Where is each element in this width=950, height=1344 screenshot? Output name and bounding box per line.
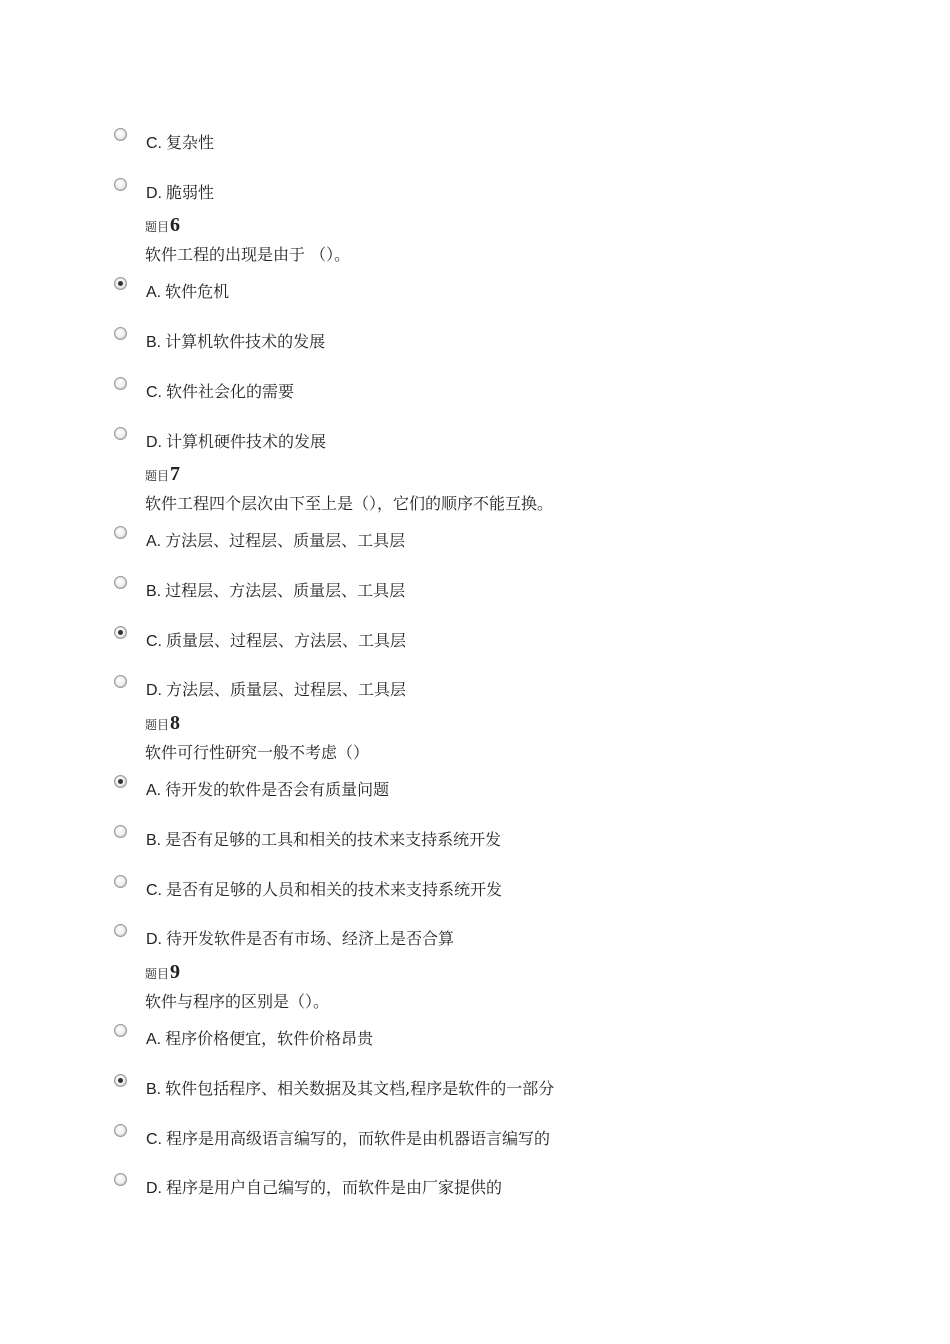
radio-button-selected[interactable] xyxy=(114,1074,127,1087)
radio-button-selected[interactable] xyxy=(114,277,127,290)
option-label: A. 待开发的软件是否会有质量问题 xyxy=(146,780,390,799)
radio-button[interactable] xyxy=(114,1173,127,1186)
question-7-text: 软件工程四个层次由下至上是（），它们的顺序不能互换。 xyxy=(145,494,554,513)
radio-button[interactable] xyxy=(114,825,127,838)
radio-button[interactable] xyxy=(114,427,127,440)
radio-button[interactable] xyxy=(114,526,127,539)
question-8-text: 软件可行性研究一般不考虑（） xyxy=(145,743,370,762)
question-7-header xyxy=(145,463,180,486)
option-label: C. 程序是用高级语言编写的，而软件是由机器语言编写的 xyxy=(146,1129,551,1148)
option-label: C. 复杂性 xyxy=(146,133,215,152)
radio-button[interactable] xyxy=(114,924,127,937)
radio-button[interactable] xyxy=(114,576,127,589)
option-label: B. 过程层、方法层、质量层、工具层 xyxy=(146,581,406,600)
option-label: C. 软件社会化的需要 xyxy=(146,382,295,401)
question-number: 9 xyxy=(170,961,181,983)
option-label: B. 计算机软件技术的发展 xyxy=(146,332,326,351)
radio-button[interactable] xyxy=(114,675,127,688)
radio-button[interactable] xyxy=(114,178,127,191)
question-9-text: 软件与程序的区别是（）。 xyxy=(145,992,330,1011)
option-label: D. 待开发软件是否有市场、经济上是否合算 xyxy=(146,929,455,948)
radio-button[interactable] xyxy=(114,875,127,888)
option-label: C. 是否有足够的人员和相关的技术来支持系统开发 xyxy=(146,880,503,899)
question-label: 题目 xyxy=(145,718,170,732)
question-number: 7 xyxy=(170,463,181,485)
question-9-header xyxy=(145,961,180,984)
question-number: 6 xyxy=(170,214,181,236)
option-label: D. 方法层、质量层、过程层、工具层 xyxy=(146,680,407,699)
question-6-header xyxy=(145,214,180,237)
radio-button[interactable] xyxy=(114,128,127,141)
question-label: 题目 xyxy=(145,469,170,483)
option-label: C. 质量层、过程层、方法层、工具层 xyxy=(146,631,407,650)
option-label: D. 脆弱性 xyxy=(146,183,215,202)
question-number: 8 xyxy=(170,712,181,734)
radio-button[interactable] xyxy=(114,1024,127,1037)
option-label: D. 计算机硬件技术的发展 xyxy=(146,432,327,451)
radio-button[interactable] xyxy=(114,327,127,340)
option-label: B. 是否有足够的工具和相关的技术来支持系统开发 xyxy=(146,830,502,849)
radio-button-selected[interactable] xyxy=(114,626,127,639)
question-6-text: 软件工程的出现是由于 （）。 xyxy=(145,245,351,264)
question-8-header xyxy=(145,712,180,735)
option-label: B. 软件包括程序、相关数据及其文档,程序是软件的一部分 xyxy=(146,1079,555,1098)
radio-button[interactable] xyxy=(114,1124,127,1137)
option-label: D. 程序是用户自己编写的，而软件是由厂家提供的 xyxy=(146,1178,503,1197)
option-label: A. 程序价格便宜，软件价格昂贵 xyxy=(146,1029,374,1048)
option-label: A. 方法层、过程层、质量层、工具层 xyxy=(146,531,406,550)
radio-button-selected[interactable] xyxy=(114,775,127,788)
option-label: A. 软件危机 xyxy=(146,282,230,301)
radio-button[interactable] xyxy=(114,377,127,390)
question-label: 题目 xyxy=(145,220,170,234)
question-label: 题目 xyxy=(145,967,170,981)
